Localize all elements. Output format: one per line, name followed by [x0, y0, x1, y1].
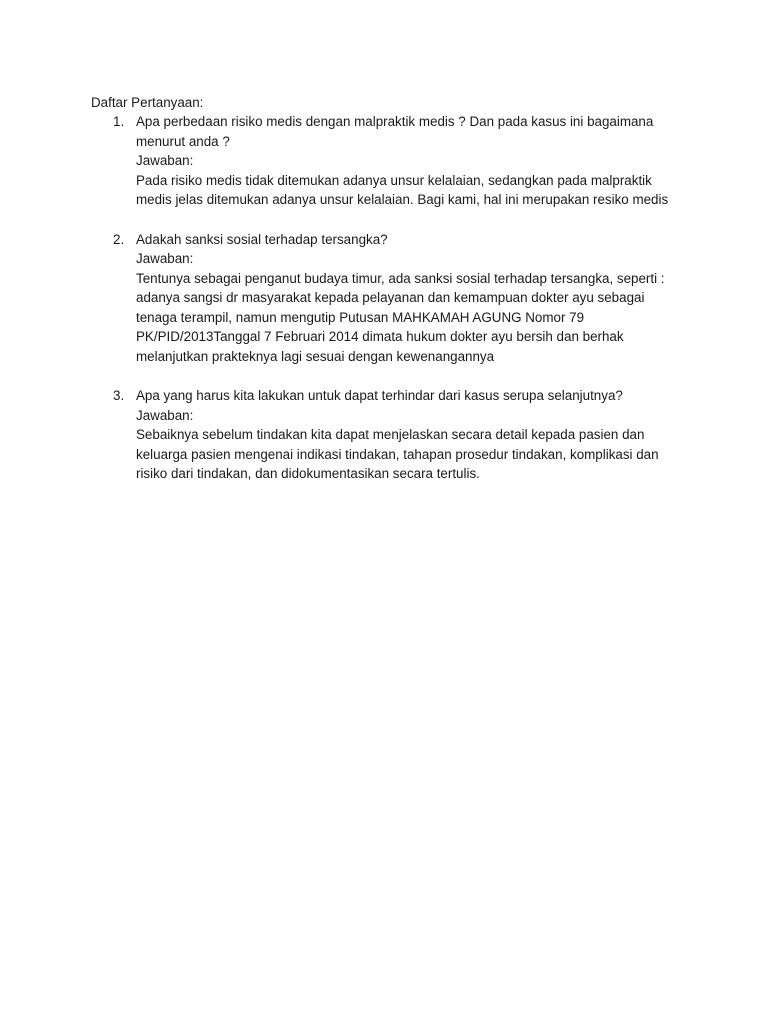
question-body: [136, 386, 691, 484]
question-number: 1.: [113, 114, 125, 129]
question-list: [91, 112, 691, 504]
question-number: 2.: [113, 231, 125, 247]
answer-label: Jawaban:: [136, 153, 194, 168]
question-body: [136, 112, 691, 210]
question-item-3: [91, 386, 691, 484]
question-item-2: [91, 230, 691, 367]
answer-label: Jawaban:: [136, 407, 194, 423]
answer-text: adanya sangsi dr masyarakat kepada pelayanan dan kemampuan dokter ayu sebagai: [136, 290, 645, 305]
answer-text: Pada risiko medis tidak ditemukan adanya unsur kelalaian, sedangkan pada malpraktik: [136, 172, 652, 188]
answer-text: tenaga terampil, namun mengutip Putusan MAHKAMAH AGUNG Nomor 79: [136, 309, 585, 325]
question-text: Adakah sanksi sosial terhadap tersangka?: [136, 231, 388, 247]
question-item-1: [91, 112, 691, 210]
question-number: 3.: [113, 388, 125, 403]
question-body: [136, 230, 691, 367]
answer-text: risiko dari tindakan, dan didokumentasikan secara tertulis.: [136, 466, 480, 481]
answer-label: Jawaban:: [136, 251, 194, 266]
question-text: menurut anda ?: [136, 133, 230, 149]
answer-text: keluarga pasien mengenai indikasi tindakan, tahapan prosedur tindakan, komplikasi dan: [136, 446, 659, 462]
answer-text: Tentunya sebagai penganut budaya timur, ada sanksi sosial terhadap tersangka, seperti :: [136, 270, 665, 286]
answer-text: Sebaiknya sebelum tindakan kita dapat menjelaskan secara detail kepada pasien dan: [136, 427, 645, 442]
answer-text: PK/PID/2013Tanggal 7 Februari 2014 dimata hukum dokter ayu bersih dan berhak: [136, 329, 624, 344]
question-text: Apa perbedaan risiko medis dengan malpraktik medis ? Dan pada kasus ini bagaimana: [136, 114, 654, 129]
document-heading: Daftar Pertanyaan:: [91, 95, 204, 110]
answer-text: melanjutkan prakteknya lagi sesuai dengan kewenangannya: [136, 348, 495, 364]
answer-text: medis jelas ditemukan adanya unsur kelalaian. Bagi kami, hal ini merupakan resiko medis: [136, 192, 669, 207]
question-text: Apa yang harus kita lakukan untuk dapat terhindar dari kasus serupa selanjutnya?: [136, 388, 623, 403]
